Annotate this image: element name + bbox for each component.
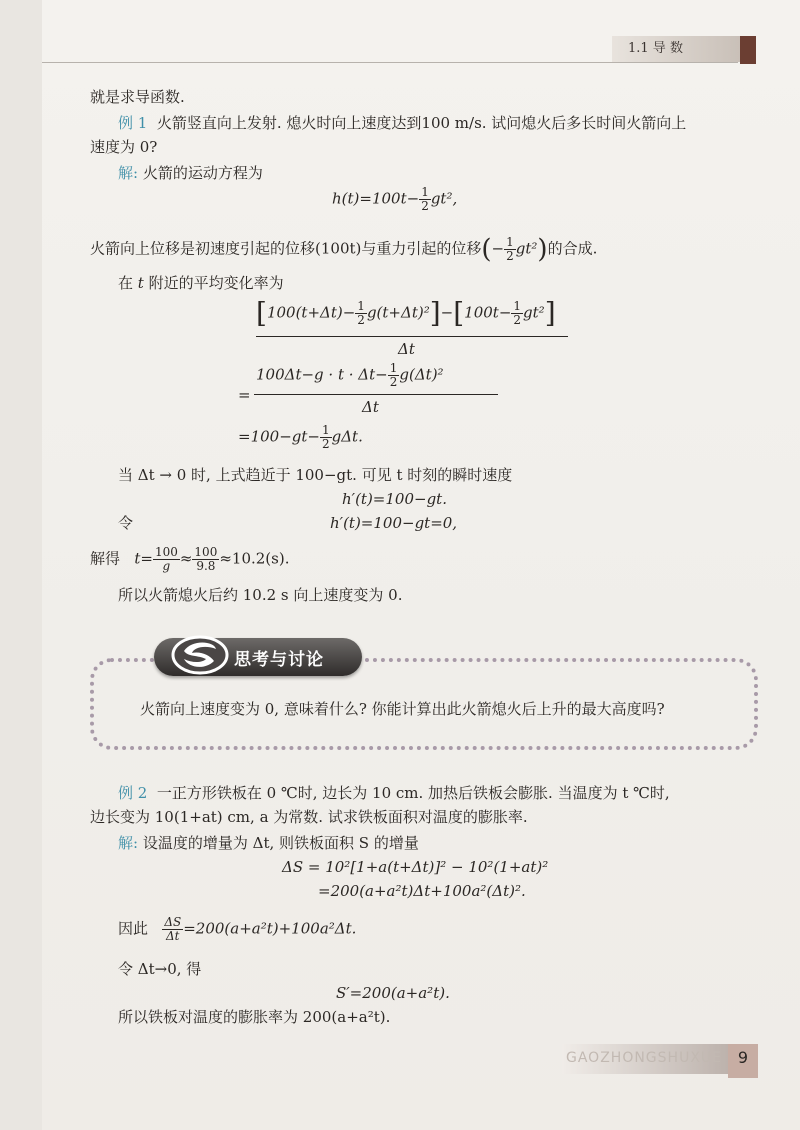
- text-part: 火箭向上位移是初速度引起的位移(100t)与重力引起的位移: [90, 239, 482, 258]
- frac-den: 2: [321, 437, 330, 451]
- area-increment-eq2: =200(a+a²t)Δt+100a²(Δt)².: [318, 882, 526, 900]
- avg-rate-denominator: Δt: [398, 340, 415, 358]
- eq2-numerator: [256, 362, 444, 389]
- frac-num: 1: [506, 235, 514, 249]
- example1-solution-intro: [118, 162, 263, 184]
- example2-label: 例 2: [118, 784, 148, 802]
- example2-conclusion: 所以铁板对温度的膨胀率为 200(a+a²t).: [118, 1008, 391, 1026]
- frac-den: 2: [506, 249, 514, 263]
- frac-num: ΔS: [164, 915, 182, 929]
- page-number: 9: [737, 1048, 749, 1067]
- eq2-denominator: Δt: [362, 398, 379, 416]
- frac-den: 2: [513, 313, 522, 327]
- intro-line: 就是求导函数.: [90, 88, 185, 106]
- eq-part: g(Δt)²: [399, 365, 444, 384]
- eq-part: −: [440, 303, 454, 322]
- fraction-bar: [254, 394, 498, 395]
- eq-part: ≈10.2(s).: [219, 549, 290, 568]
- text-part: 的合成.: [547, 239, 598, 258]
- eq-part: =200(a+a²t)+100a²Δt.: [183, 919, 357, 938]
- fraction: [153, 546, 180, 573]
- therefore-line: [118, 916, 356, 943]
- frac-den: 2: [389, 375, 398, 389]
- frac-den: 9.8: [192, 559, 219, 573]
- solve-line: [90, 546, 289, 573]
- swirl-icon: [170, 633, 230, 677]
- frac-num: 1: [321, 423, 330, 437]
- textbook-page: [42, 0, 800, 1130]
- discussion-question: 火箭向上速度变为 0, 意味着什么? 你能计算出此火箭熄火后上升的最大高度吗?: [140, 700, 665, 718]
- let-word: 令: [118, 514, 134, 532]
- eq-part: 100Δt−g · t · Δt−: [256, 365, 388, 384]
- example2-problem-line1: [118, 782, 670, 804]
- fraction-half: [419, 186, 431, 213]
- frac-den: Δt: [162, 929, 183, 943]
- example1-problem-line1: [118, 112, 686, 134]
- eq-part: t=: [134, 549, 153, 568]
- header-tab: [740, 36, 756, 64]
- frac-den: g: [153, 559, 180, 573]
- frac-num: 100: [154, 545, 178, 559]
- eq3: [238, 424, 363, 451]
- derivative-zero-eq: h′(t)=100−gt=0,: [330, 514, 458, 532]
- avg-rate-numerator: [100(t+Δt)− $\frac{1}{2}$ g(t+Δt)²]−[100t− $\frac{1}{2}$ gt²]: [256, 296, 556, 330]
- eq-part: 100(t+Δt)−: [266, 303, 356, 322]
- fraction-half: [355, 300, 367, 327]
- therefore-word: 因此: [118, 919, 149, 938]
- fraction: [162, 916, 183, 943]
- section-header: 1.1 导 数: [612, 36, 740, 62]
- eq-part: gt²: [523, 303, 545, 322]
- example2-problem-line2: 边长变为 10(1+at) cm, a 为常数. 试求铁板面积对温度的膨胀率.: [90, 808, 528, 826]
- example1-problem-line2: 速度为 0?: [90, 138, 158, 156]
- frac-num: 1: [513, 299, 522, 313]
- frac-den: 2: [421, 199, 429, 213]
- solution-label: 解:: [118, 834, 139, 852]
- frac-den: 2: [357, 313, 365, 327]
- frac-num: 1: [357, 299, 365, 313]
- eq-part: gΔt.: [331, 427, 363, 446]
- text-part: gt²: [515, 239, 538, 258]
- eq-part: 100t−: [464, 303, 512, 322]
- frac-num: 100: [194, 545, 218, 559]
- eq-part: ≈: [179, 549, 193, 568]
- example2-problem-text: 一正方形铁板在 0 ℃时, 边长为 10 cm. 加热后铁板会膨胀. 当温度为 t ℃时,: [156, 784, 670, 802]
- footer-brand: GAOZHONGSHUXUE: [566, 1050, 723, 1066]
- solution-label: 解:: [118, 164, 139, 182]
- solve-word: 解得: [90, 549, 121, 568]
- fraction: [192, 546, 219, 573]
- text-part: 在: [118, 274, 134, 292]
- displacement-line: 火箭向上位移是初速度引起的位移(100t)与重力引起的位移(− $\frac{1}{2}$ gt²)的合成.: [90, 234, 598, 265]
- text-part: −: [491, 239, 505, 258]
- text-part: 附近的平均变化率为: [148, 274, 284, 292]
- frac-num: 1: [389, 361, 398, 375]
- derivative-eq: h′(t)=100−gt.: [342, 490, 447, 508]
- frac-num: 1: [421, 185, 429, 199]
- motion-equation: [332, 186, 457, 213]
- fraction-half: [504, 236, 516, 263]
- example1-conclusion: 所以火箭熄火后约 10.2 s 向上速度变为 0.: [118, 586, 403, 604]
- eq-part: g(t+Δt)²: [366, 303, 430, 322]
- discussion-title: 思考与讨论: [234, 650, 324, 670]
- limit-line: 当 Δt → 0 时, 上式趋近于 100−gt. 可见 t 时刻的瞬时速度: [118, 466, 513, 484]
- area-increment-eq1: ΔS = 10²[1+a(t+Δt)]² − 10²(1+at)²: [282, 858, 549, 876]
- example1-problem-text: 火箭竖直向上发射. 熄火时向上速度达到100 m/s. 试问熄火后多长时间火箭向上: [156, 114, 687, 132]
- solution-text: 火箭的运动方程为: [142, 164, 263, 182]
- limit-line-2: 令 Δt→0, 得: [118, 960, 202, 978]
- eq-part: h(t)=100t−: [332, 189, 420, 208]
- result-eq: S′=200(a+a²t).: [336, 984, 450, 1002]
- header-rule: [42, 62, 738, 63]
- eq-part: =100−gt−: [238, 427, 320, 446]
- example2-solution-intro: [118, 832, 419, 854]
- equals-sign: =: [238, 386, 251, 404]
- fraction-half: [388, 362, 400, 389]
- eq-part: gt²,: [430, 189, 458, 208]
- fraction-bar: [256, 336, 568, 337]
- text-part: t: [137, 274, 144, 292]
- solution-text: 设温度的增量为 Δt, 则铁板面积 S 的增量: [142, 834, 419, 852]
- avg-rate-intro: [118, 272, 284, 294]
- fraction-half: [511, 300, 523, 327]
- fraction-half: [320, 424, 332, 451]
- example1-label: 例 1: [118, 114, 148, 132]
